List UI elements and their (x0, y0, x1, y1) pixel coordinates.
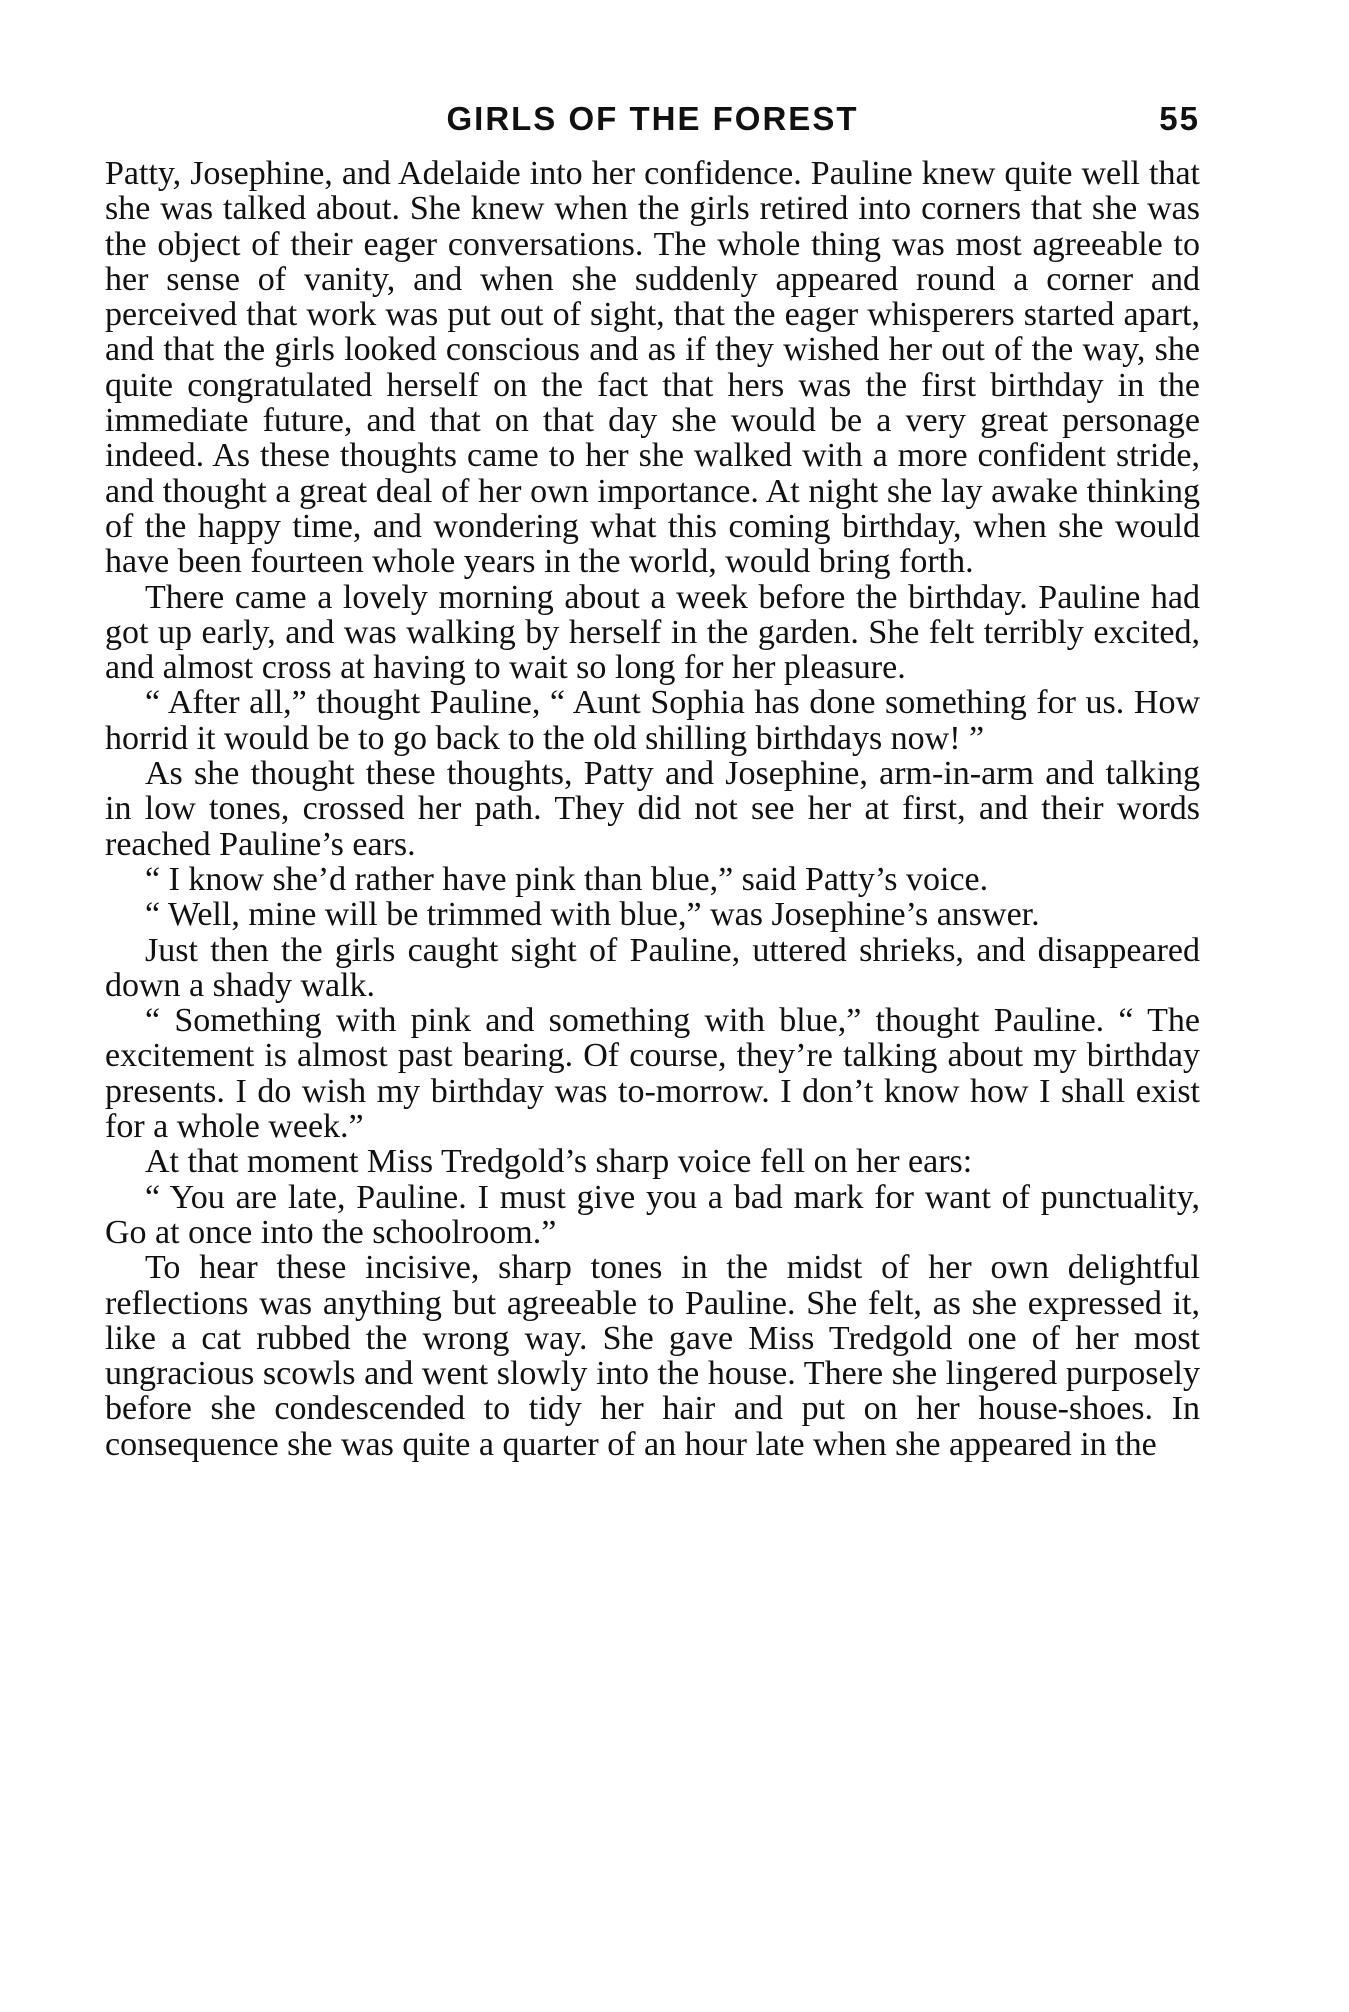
paragraph: As she thought these thoughts, Patty and Josephine, arm-in-arm and talking in low tones, crossed her path. They did not see her at first, and their words reached Pauline’s ears. (105, 755, 1200, 863)
page-header (105, 100, 1200, 156)
paragraph: “ I know she’d rather have pink than blue,” said Patty’s voice. (145, 860, 989, 898)
paragraph: “ You are late, Pauline. I must give you a bad mark for want of punctuality, Go at once into the schoolroom.” (105, 1178, 1200, 1251)
paragraph: Just then the girls caught sight of Pauline, uttered shrieks, and disappeared down a shady walk. (105, 931, 1200, 1004)
paragraph: “ Something with pink and something with blue,” thought Pauline. “ The excitement is almost past bearing. Of course, they’re talking about my birthday presents. I do wish my birthday was to-morrow. I don’t know how I shall exist for a whole week.” (105, 1002, 1200, 1146)
paragraph: To hear these incisive, sharp tones in the midst of her own delightful reflections was anything but agreeable to Pauline. She felt, as she expressed it, like a cat rubbed the wrong way. She gave Miss Tredgold one of her most ungracious scowls and went slowly into the house. There she lingered purposely before she condescended to tidy her hair and put on her house-shoes. In consequence she was quite a quarter of an hour late when she appeared in the (105, 1249, 1200, 1463)
paragraph: At that moment Miss Tredgold’s sharp voice fell on her ears: (145, 1143, 973, 1181)
paragraph: “ Well, mine will be trimmed with blue,” was Josephine’s answer. (145, 896, 1040, 934)
paragraph: Patty, Josephine, and Adelaide into her confidence. Pauline knew quite well that she was talked about. She knew when the girls retired into corners that she was the object of their eager conversations. The whole thing was most agreeable to her sense of vanity, and when she suddenly appeared round a corner and perceived that work was put out of sight, that the eager whisperers started apart, and that the girls looked conscious and as if they wished her out of the way, she quite congratulated herself on the fact that hers was the first birthday in the immediate future, and that on that day she would be a very great personage indeed. As these thoughts came to her she walked with a more confident stride, and thought a great deal of her own importance. At night she lay awake thinking of the happy time, and wondering what this coming birthday, when she would have been fourteen whole years in the world, would bring forth. (105, 155, 1200, 581)
page-number: 55 (1159, 100, 1200, 137)
paragraph: There came a lovely morning about a week before the birthday. Pauline had got up early, and was walking by herself in the garden. She felt terribly excited, and almost cross at having to wait so long for her pleasure. (105, 578, 1200, 687)
book-page (105, 100, 1200, 1462)
running-title: GIRLS OF THE FOREST (446, 100, 859, 137)
paragraph: “ After all,” thought Pauline, “ Aunt Sophia has done something for us. How horrid it would be to go back to the old shilling birthdays now! ” (105, 684, 1200, 757)
body-text (105, 156, 1200, 1462)
